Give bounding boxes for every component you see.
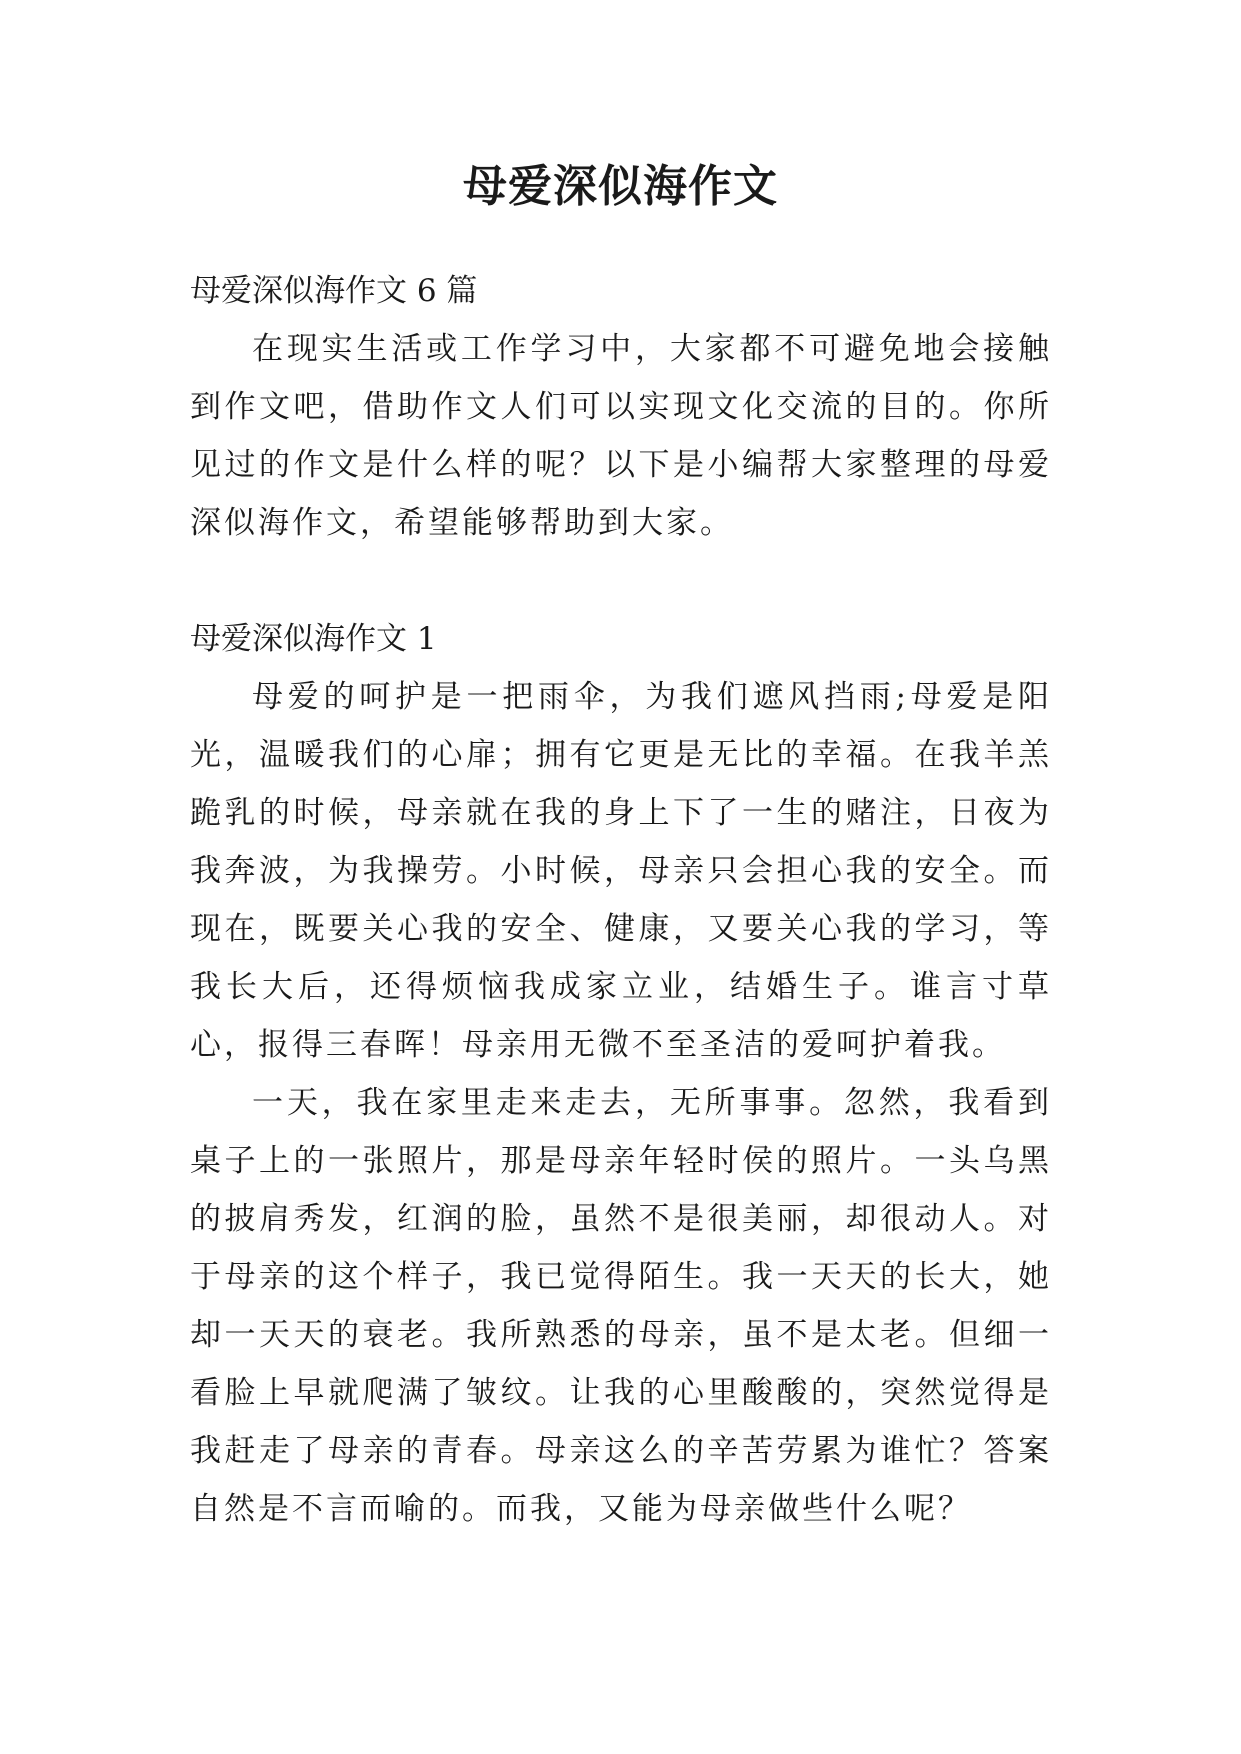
document-body bbox=[190, 262, 1052, 1538]
essay-heading: 母爱深似海作文 1 bbox=[190, 621, 437, 657]
document-title: 母爱深似海作文 bbox=[463, 161, 778, 212]
essay-paragraph: 一天，我在家里走来走去，无所事事。忽然，我看到桌子上的一张照片，那是母亲年轻时侯的照片。一头乌黑的披肩秀发，红润的脸，虽然不是很美丽，却很动人。对于母亲的这个样子，我已觉得陌生。我一天天的长大，她却一天天的衰老。我所熟悉的母亲，虽不是太老。但细一看脸上早就爬满了皱纹。让我的心里酸酸的，突然觉得是我赶走了母亲的青春。母亲这么的辛苦劳累为谁忙？答案自然是不言而喻的。而我，又能为母亲做些什么呢？ bbox=[190, 1085, 1052, 1527]
intro-paragraph: 在现实生活或工作学习中，大家都不可避免地会接触到作文吧，借助作文人们可以实现文化交流的目的。你所见过的作文是什么样的呢？以下是小编帮大家整理的母爱深似海作文，希望能够帮助到大家。 bbox=[190, 331, 1052, 541]
section-spacer bbox=[190, 552, 1052, 610]
collection-heading: 母爱深似海作文 6 篇 bbox=[190, 273, 478, 309]
essay-paragraph: 母爱的呵护是一把雨伞，为我们遮风挡雨;母爱是阳光，温暖我们的心扉；拥有它更是无比的幸福。在我羊羔跪乳的时候，母亲就在我的身上下了一生的赌注，日夜为我奔波，为我操劳。小时候，母亲只会担心我的安全。而现在，既要关心我的安全、健康，又要关心我的学习，等我长大后，还得烦恼我成家立业，结婚生子。谁言寸草心，报得三春晖！母亲用无微不至圣洁的爱呵护着我。 bbox=[190, 679, 1052, 1063]
